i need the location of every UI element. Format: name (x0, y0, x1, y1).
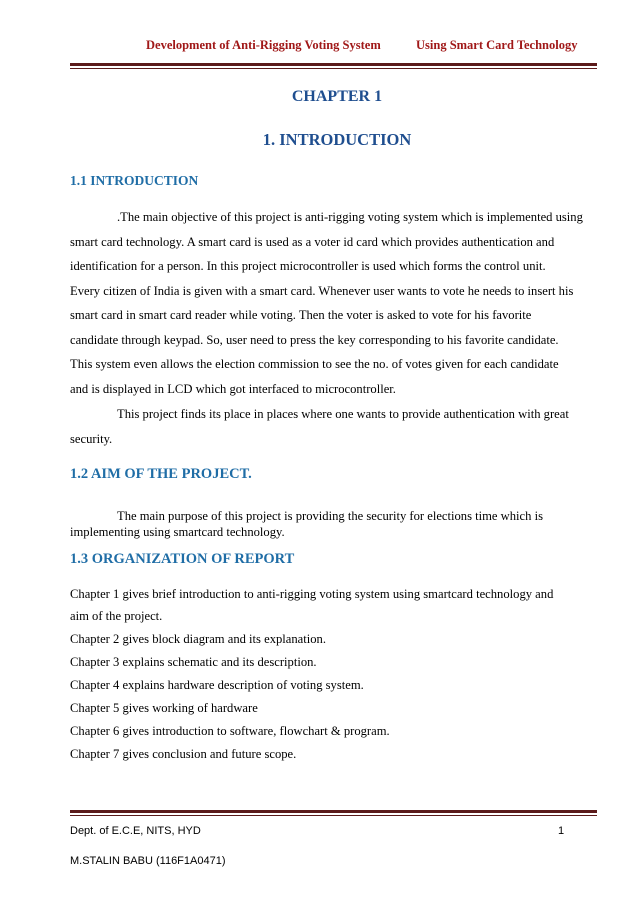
paragraph-line: implementing using smartcard technology. (70, 525, 285, 539)
introduction-paragraph-2 (70, 402, 588, 451)
header-subtitle: Using Smart Card Technology (416, 38, 578, 52)
aim-paragraph (70, 508, 588, 540)
section-heading-introduction: 1.1 INTRODUCTION (70, 173, 199, 188)
header-rule-thick (70, 63, 597, 66)
chapter-label: CHAPTER 1 (291, 88, 383, 105)
paragraph-line: smart card technology. A smart card is used as a voter id card which provides authentication and (70, 234, 555, 249)
chapter-title: 1. INTRODUCTION (262, 130, 412, 149)
introduction-paragraph-1 (70, 205, 588, 401)
footer-department: Dept. of E.C.E, NITS, HYD (70, 825, 201, 837)
footer-author: M.STALIN BABU (116F1A0471) (70, 855, 226, 867)
list-item: Chapter 5 gives working of hardware (70, 701, 258, 715)
list-item: Chapter 2 gives block diagram and its explanation. (70, 632, 327, 646)
paragraph-line: and is displayed in LCD which got interfaced to microcontroller. (70, 381, 396, 396)
paragraph-line: identification for a person. In this project microcontroller is used which forms the control unit. (70, 259, 546, 273)
paragraph-line: This system even allows the election commission to see the no. of votes given for each candidate (70, 357, 559, 371)
list-item: Chapter 3 explains schematic and its description. (70, 655, 317, 669)
paragraph-line: candidate through keypad. So, user need to press the key corresponding to his favorite candidate. (70, 332, 559, 347)
paragraph-line: The main purpose of this project is providing the security for elections time which is (117, 509, 543, 523)
list-item: aim of the project. (70, 609, 163, 623)
list-item: Chapter 7 gives conclusion and future scope. (70, 747, 297, 761)
running-header (146, 38, 598, 53)
paragraph-line: This project finds its place in places where one wants to provide authentication with great (117, 407, 569, 421)
section-heading-organization: 1.3 ORGANIZATION OF REPORT (70, 551, 295, 567)
list-item: Chapter 1 gives brief introduction to anti-rigging voting system using smartcard technology and (70, 587, 554, 601)
header-rule-thin (70, 68, 597, 69)
paragraph-line: Every citizen of India is given with a smart card. Whenever user wants to vote he needs to insert his (70, 283, 574, 298)
list-item: Chapter 6 gives introduction to software, flowchart & program. (70, 724, 390, 738)
footer-rule-thick (70, 810, 597, 813)
section-heading-aim: 1.2 AIM OF THE PROJECT. (70, 466, 252, 482)
list-item: Chapter 4 explains hardware description of voting system. (70, 678, 364, 692)
header-project-title: Development of Anti-Rigging Voting System (146, 38, 381, 52)
paragraph-line: .The main objective of this project is anti-rigging voting system which is implemented using (117, 210, 583, 224)
paragraph-line: smart card in smart card reader while voting. Then the voter is asked to vote for his favorite (70, 308, 532, 322)
footer-page-number: 1 (558, 825, 565, 837)
footer-rule-thin (70, 815, 597, 816)
paragraph-line: security. (70, 431, 113, 446)
